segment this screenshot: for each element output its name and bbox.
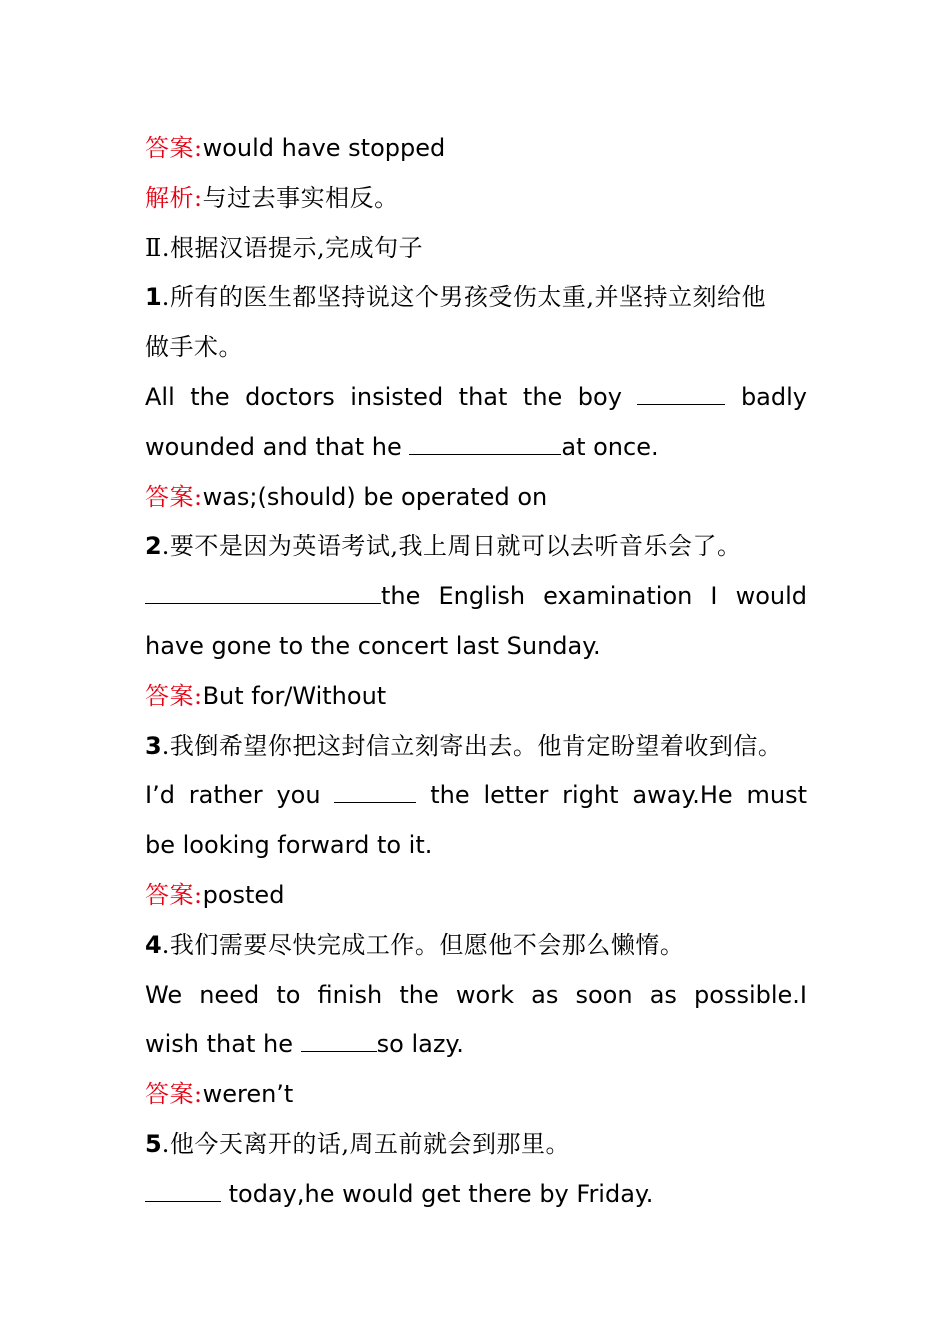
answer-blank[interactable]	[334, 780, 416, 803]
item-1-en-line2	[145, 423, 807, 473]
section-title: Ⅱ.根据汉语提示,完成句子	[145, 233, 424, 262]
item-2-en-line2: have gone to the concert last Sunday.	[145, 631, 601, 660]
item-1-answer	[145, 473, 807, 523]
item-zh-text: .要不是因为英语考试,我上周日就可以去听音乐会了。	[161, 532, 742, 561]
answer-label: 答案:	[145, 880, 203, 909]
item-3-zh-line1	[145, 722, 807, 772]
item-en-text: so lazy.	[376, 1030, 464, 1059]
item-3-en-line2: be looking forward to it.	[145, 831, 433, 860]
answer-text: weren’t	[202, 1080, 294, 1109]
answer-blank[interactable]	[145, 1179, 221, 1202]
item-en-text: at once.	[561, 432, 659, 461]
item-4-en-line2	[145, 1020, 807, 1070]
answer-label: 答案:	[145, 1080, 203, 1109]
analysis-label: 解析:	[145, 183, 203, 212]
answer-label: 答案:	[145, 482, 203, 511]
item-en-text: today,he would get there by Friday.	[221, 1179, 654, 1208]
item-en-text: badly	[740, 382, 807, 411]
item-number: 5	[145, 1129, 162, 1158]
item-en-text: All the doctors insisted that the boy	[145, 382, 622, 411]
intro-analysis	[145, 174, 807, 224]
item-en-text: the letter right away.He must	[430, 781, 808, 810]
item-number: 3	[145, 731, 162, 760]
answer-blank[interactable]	[409, 432, 561, 455]
item-5-en-line1	[145, 1170, 807, 1220]
item-1-zh-line1	[145, 273, 807, 323]
item-number: 4	[145, 930, 162, 959]
item-4-en-line1: We need to finish the work as soon as possible.I	[145, 980, 807, 1009]
answer-text: posted	[202, 880, 285, 909]
item-number: 1	[145, 283, 162, 312]
item-2-en-line1	[145, 572, 807, 622]
document-page	[145, 124, 807, 1220]
item-1-en-line1	[145, 373, 807, 423]
item-number: 2	[145, 532, 162, 561]
item-zh-text: .我们需要尽快完成工作。但愿他不会那么懒惰。	[161, 930, 685, 959]
answer-text: But for/Without	[202, 681, 387, 710]
answer-label: 答案:	[145, 134, 203, 162]
answer-blank[interactable]	[301, 1029, 377, 1052]
answer-blank[interactable]	[637, 382, 725, 405]
item-en-text: wounded and that he	[145, 432, 402, 461]
item-4-zh-line1	[145, 921, 807, 971]
item-en-text: I’d rather you	[145, 781, 321, 810]
item-1-zh-line2: 做手术。	[145, 333, 243, 362]
item-zh-text: .我倒希望你把这封信立刻寄出去。他肯定盼望着收到信。	[161, 731, 783, 760]
item-4-answer	[145, 1070, 807, 1120]
item-zh-text: .他今天离开的话,周五前就会到那里。	[161, 1129, 570, 1158]
analysis-text: 与过去事实相反。	[202, 183, 399, 212]
item-3-answer	[145, 871, 807, 921]
item-3-en-line1	[145, 771, 807, 821]
answer-label: 答案:	[145, 681, 203, 710]
answer-text: was;(should) be operated on	[202, 482, 548, 511]
intro-answer	[145, 124, 807, 174]
item-en-text: the English examination I would	[381, 582, 807, 611]
item-2-answer	[145, 672, 807, 722]
item-5-zh-line1	[145, 1120, 807, 1170]
answer-text: would have stopped	[202, 134, 446, 162]
item-en-text: wish that he	[145, 1030, 293, 1059]
item-2-zh-line1	[145, 522, 807, 572]
answer-blank[interactable]	[145, 581, 381, 604]
item-zh-text: .所有的医生都坚持说这个男孩受伤太重,并坚持立刻给他	[161, 283, 766, 312]
